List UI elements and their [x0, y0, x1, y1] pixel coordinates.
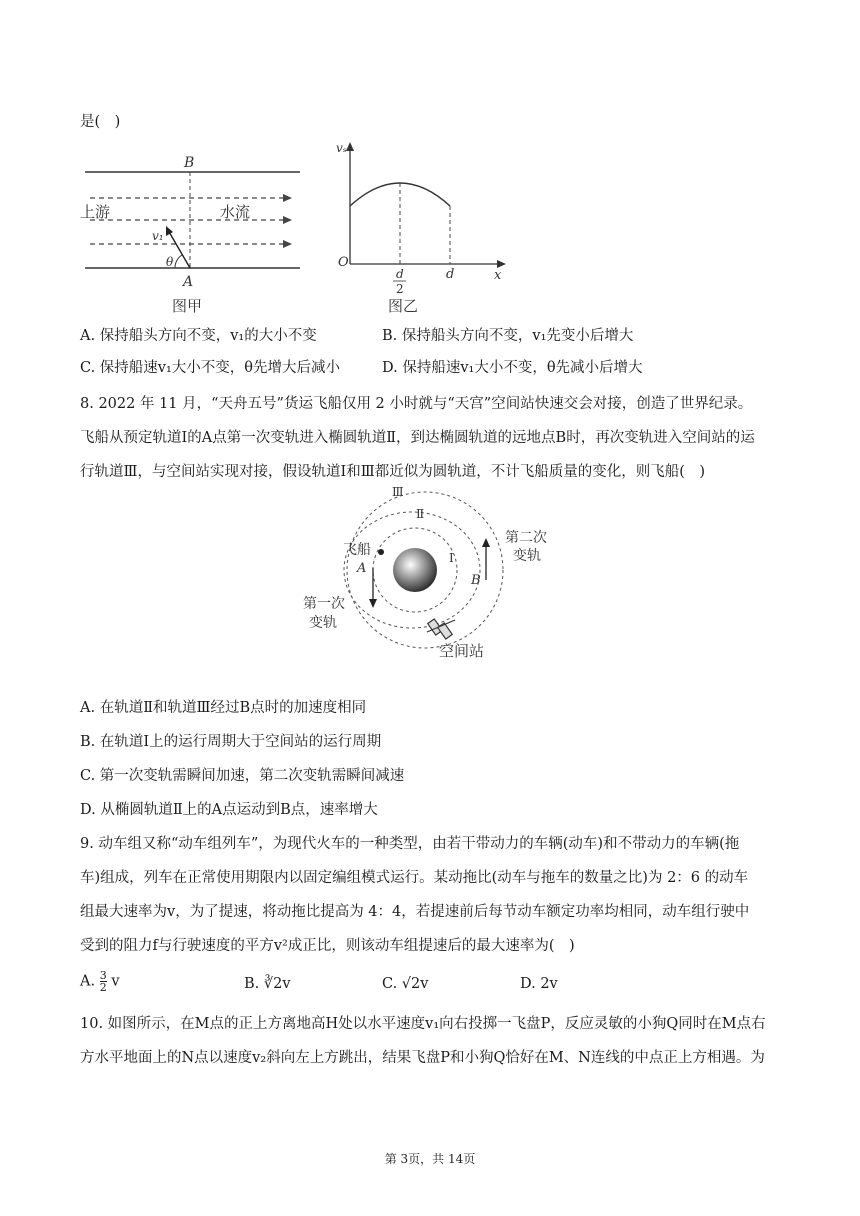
q8-option-d: D. 从椭圆轨道Ⅱ上的A点运动到B点，速率增大	[80, 802, 378, 818]
label-b: B	[471, 573, 481, 588]
label-second-1: 第二次	[505, 530, 547, 546]
q9-line-2: 车)组成，列车在正常使用期限内以固定编组模式运行。某动拖比(动车与拖车的数量之比)为 2：6 的动车	[80, 870, 749, 886]
q10-line-2: 方水平地面上的N点以速度v₂斜向左上方跳出，结果飞盘P和小狗Q恰好在M、N连线的中点正上方相遇。为	[80, 1050, 765, 1066]
label-ship: 飞船	[343, 542, 371, 558]
label-station: 空间站	[439, 642, 485, 660]
orbit-figure	[295, 482, 565, 662]
figure-b-caption: 图乙	[388, 297, 419, 315]
label-iii: Ⅲ	[392, 485, 404, 499]
label-first-2: 变轨	[309, 615, 337, 631]
q8-option-c: C. 第一次变轨需瞬间加速，第二次变轨需瞬间减速	[80, 768, 405, 784]
flow-lines	[90, 198, 285, 244]
q9-line-1: 9. 动车组又称“动车组列车”，为现代火车的一种类型，由若干带动力的车辆(动车)和不带动力的车辆(拖	[80, 836, 740, 852]
label-flow: 水流	[220, 203, 251, 221]
label-half-num: d	[396, 267, 404, 281]
label-x: x	[494, 268, 502, 283]
q9-option-a-num: 3	[99, 969, 107, 982]
q9-option-c: C. √2v	[382, 976, 429, 992]
q8-option-a: A. 在轨道Ⅱ和轨道Ⅲ经过B点时的加速度相同	[80, 700, 367, 716]
label-v1: v₁	[152, 229, 164, 243]
q7-option-c: C. 保持船速v₁大小不变，θ先增大后减小	[80, 360, 341, 376]
q9-option-a-suffix: v	[111, 973, 120, 990]
label-i: Ⅰ	[449, 551, 454, 565]
earth	[393, 548, 437, 592]
label-o: O	[338, 255, 349, 270]
q9-option-d: D. 2v	[520, 976, 558, 992]
label-ii: Ⅱ	[416, 507, 425, 521]
label-second-2: 变轨	[513, 548, 541, 564]
label-vs: vₛ	[336, 141, 347, 155]
label-a: A	[183, 274, 194, 290]
q9-option-a	[80, 970, 120, 993]
q9-line-4: 受到的阻力f与行驶速度的平方v²成正比，则该动车组提速后的最大速率为( )	[80, 938, 575, 954]
q8-option-b: B. 在轨道Ⅰ上的运行周期大于空间站的运行周期	[80, 734, 382, 750]
figure-b	[330, 138, 510, 296]
q7-option-b: B. 保持船头方向不变，v₁先变小后增大	[382, 328, 634, 344]
q8-line-3: 行轨道Ⅲ，与空间站实现对接，假设轨道Ⅰ和Ⅲ都近似为圆轨道，不计飞船质量的变化，则飞船( )	[80, 464, 706, 480]
label-d: d	[446, 267, 455, 282]
q9-option-a-prefix: A.	[80, 973, 96, 990]
q7-tail: 是( )	[80, 114, 121, 130]
figure-a-caption: 图甲	[172, 297, 203, 315]
q9-option-a-den: 2	[99, 981, 107, 994]
label-upstream: 上游	[80, 203, 111, 221]
label-half-den: 2	[396, 282, 404, 296]
ship-dot	[378, 549, 384, 555]
label-b: B	[184, 155, 195, 171]
q8-line-2: 飞船从预定轨道Ⅰ的A点第一次变轨进入椭圆轨道Ⅱ，到达椭圆轨道的远地点B时，再次变轨进入空间站的运	[80, 430, 755, 446]
q9-option-a-fraction	[100, 970, 107, 993]
label-theta: θ	[166, 255, 174, 269]
q7-option-d: D. 保持船速v₁大小不变，θ先减小后增大	[382, 360, 643, 376]
q9-option-b: B. ∛2v	[244, 976, 291, 992]
station-icon	[427, 619, 455, 639]
q7-option-a: A. 保持船头方向不变，v₁的大小不变	[80, 328, 317, 344]
q10-line-1: 10. 如图所示，在M点的正上方离地高H处以水平速度v₁向右投掷一飞盘P，反应灵敏的小狗Q同时在M点右	[80, 1016, 766, 1032]
q8-line-1: 8. 2022 年 11 月，“天舟五号”货运飞船仅用 2 小时就与“天宫”空间站快速交会对接，创造了世界纪录。	[80, 396, 753, 412]
q9-line-3: 组最大速率为v，为了提速，将动拖比提高为 4：4，若提速前后每节动车额定功率均相同，动车组行驶中	[80, 904, 750, 920]
label-first-1: 第一次	[303, 596, 345, 612]
page-footer: 第 3页，共 14页	[384, 1152, 476, 1166]
label-a: A	[357, 561, 367, 576]
